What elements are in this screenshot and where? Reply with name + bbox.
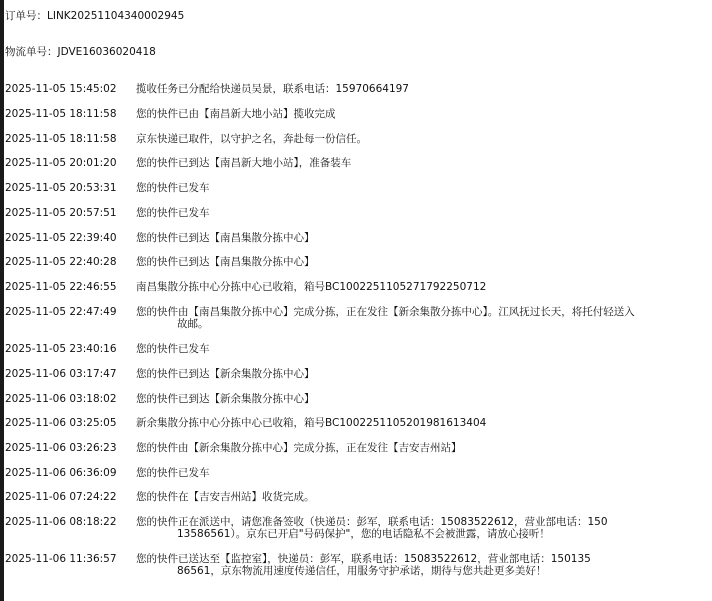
event-time: 2025-11-06 08:18:22 <box>5 516 117 528</box>
event-message-line: 您的快件已发车 <box>136 343 210 355</box>
event-message-line: 您的快件已到达【新余集散分拣中心】 <box>136 393 315 405</box>
event-message-continuation: 86561，京东物流用速度传递信任，用服务守护承诺，期待与您共赴更多美好！ <box>177 565 547 577</box>
event-message-line: 新余集散分拣中心分拣中心已收箱，箱号BC1002251105201981613404 <box>136 417 487 429</box>
event-message <box>136 368 712 380</box>
event-message-line: 京东快递已取件，以守护之名，奔赴每一份信任。 <box>136 133 367 145</box>
event-message <box>136 343 712 355</box>
tracking-event-row <box>5 83 712 107</box>
tracking-event-row <box>5 108 712 132</box>
event-message-line: 您的快件已到达【新余集散分拣中心】 <box>136 368 315 380</box>
order-number-line <box>5 8 184 23</box>
event-time: 2025-11-06 11:36:57 <box>5 553 117 565</box>
event-time: 2025-11-05 22:40:28 <box>5 256 117 268</box>
event-message-line: 您的快件已发车 <box>136 467 210 479</box>
event-message-line: 您的快件正在派送中，请您准备签收（快递员：彭军，联系电话：15083522612，营业部电话：150 <box>136 516 608 528</box>
event-message <box>136 467 712 479</box>
event-message-line: 您的快件已送达至【监控室】，快递员：彭军，联系电话：15083522612，营业部电话：150135 <box>136 553 591 565</box>
tracking-event-row <box>5 516 712 540</box>
event-message-line: 您的快件已到达【南昌集散分拣中心】 <box>136 256 315 268</box>
event-message <box>136 281 712 293</box>
event-time: 2025-11-05 20:01:20 <box>5 157 117 169</box>
event-message <box>136 182 712 194</box>
event-message-line: 您的快件由【新余集散分拣中心】完成分拣，正在发往【吉安吉州站】 <box>136 442 462 454</box>
event-message-line: 您的快件由【南昌集散分拣中心】完成分拣，正在发往【新余集散分拣中心】。江风抚过长天，将托付轻送入 <box>136 306 635 318</box>
tracking-event-row <box>5 306 712 330</box>
event-message-line: 揽收任务已分配给快递员吴景，联系电话：15970664197 <box>136 83 409 95</box>
event-message-line: 南昌集散分拣中心分拣中心已收箱，箱号BC100225110527179225071​2 <box>136 281 487 293</box>
event-time: 2025-11-05 20:53:31 <box>5 182 117 194</box>
event-message-line: 您的快件已到达【南昌新大地小站】，准备装车 <box>136 157 352 169</box>
tracking-event-row <box>5 157 712 181</box>
event-time: 2025-11-06 06:36:09 <box>5 467 117 479</box>
event-time: 2025-11-05 23:40:16 <box>5 343 117 355</box>
tracking-event-row <box>5 553 712 577</box>
tracking-event-row <box>5 393 712 417</box>
event-time: 2025-11-06 03:25:05 <box>5 417 117 429</box>
event-time: 2025-11-05 22:47:49 <box>5 306 117 318</box>
event-message <box>136 306 712 330</box>
event-time: 2025-11-06 03:17:47 <box>5 368 117 380</box>
event-message <box>136 442 712 454</box>
tracking-event-row <box>5 343 712 367</box>
tracking-event-row <box>5 182 712 206</box>
event-message <box>136 232 712 244</box>
event-message <box>136 553 712 577</box>
event-message <box>136 207 712 219</box>
left-border <box>0 0 4 601</box>
order-number-label: 订单号： <box>5 10 47 22</box>
tracking-event-row <box>5 417 712 441</box>
event-message-line: 您的快件已发车 <box>136 207 210 219</box>
event-message <box>136 83 712 95</box>
waybill-number-value[interactable]: JDVE16036020418 <box>57 46 156 58</box>
event-message <box>136 133 712 145</box>
tracking-event-row <box>5 442 712 466</box>
event-message <box>136 516 712 540</box>
event-message <box>136 417 712 429</box>
tracking-event-row <box>5 467 712 491</box>
event-message <box>136 256 712 268</box>
waybill-number-line <box>5 44 156 59</box>
event-message-line: 您的快件已由【南昌新大地小站】揽收完成 <box>136 108 336 120</box>
event-time: 2025-11-05 18:11:58 <box>5 108 117 120</box>
event-time: 2025-11-06 03:18:02 <box>5 393 117 405</box>
event-message-line: 您的快件已发车 <box>136 182 210 194</box>
event-message-continuation: 13586561）。京东已开启"号码保护"，您的电话隐私不会被泄露，请放心接听！ <box>177 528 550 540</box>
event-time: 2025-11-06 03:26:23 <box>5 442 117 454</box>
tracking-event-row <box>5 232 712 256</box>
event-message <box>136 108 712 120</box>
event-time: 2025-11-05 20:57:51 <box>5 207 117 219</box>
tracking-event-row <box>5 491 712 515</box>
event-message <box>136 491 712 503</box>
event-message-line: 您的快件在【吉安吉州站】收货完成。 <box>136 491 315 503</box>
event-time: 2025-11-05 22:39:40 <box>5 232 117 244</box>
event-time: 2025-11-05 18:11:58 <box>5 133 117 145</box>
event-message-continuation: 故邮。 <box>177 318 209 330</box>
event-time: 2025-11-05 22:46:55 <box>5 281 117 293</box>
tracking-event-row <box>5 133 712 157</box>
waybill-number-label: 物流单号： <box>5 46 58 58</box>
event-message-line: 您的快件已到达【南昌集散分拣中心】 <box>136 232 315 244</box>
tracking-event-row <box>5 368 712 392</box>
event-message <box>136 157 712 169</box>
tracking-event-row <box>5 207 712 231</box>
tracking-event-row <box>5 281 712 305</box>
event-time: 2025-11-06 07:24:22 <box>5 491 117 503</box>
order-number-value[interactable]: LINK20251104340002945 <box>47 10 185 22</box>
event-message <box>136 393 712 405</box>
tracking-event-row <box>5 256 712 280</box>
event-time: 2025-11-05 15:45:02 <box>5 83 117 95</box>
